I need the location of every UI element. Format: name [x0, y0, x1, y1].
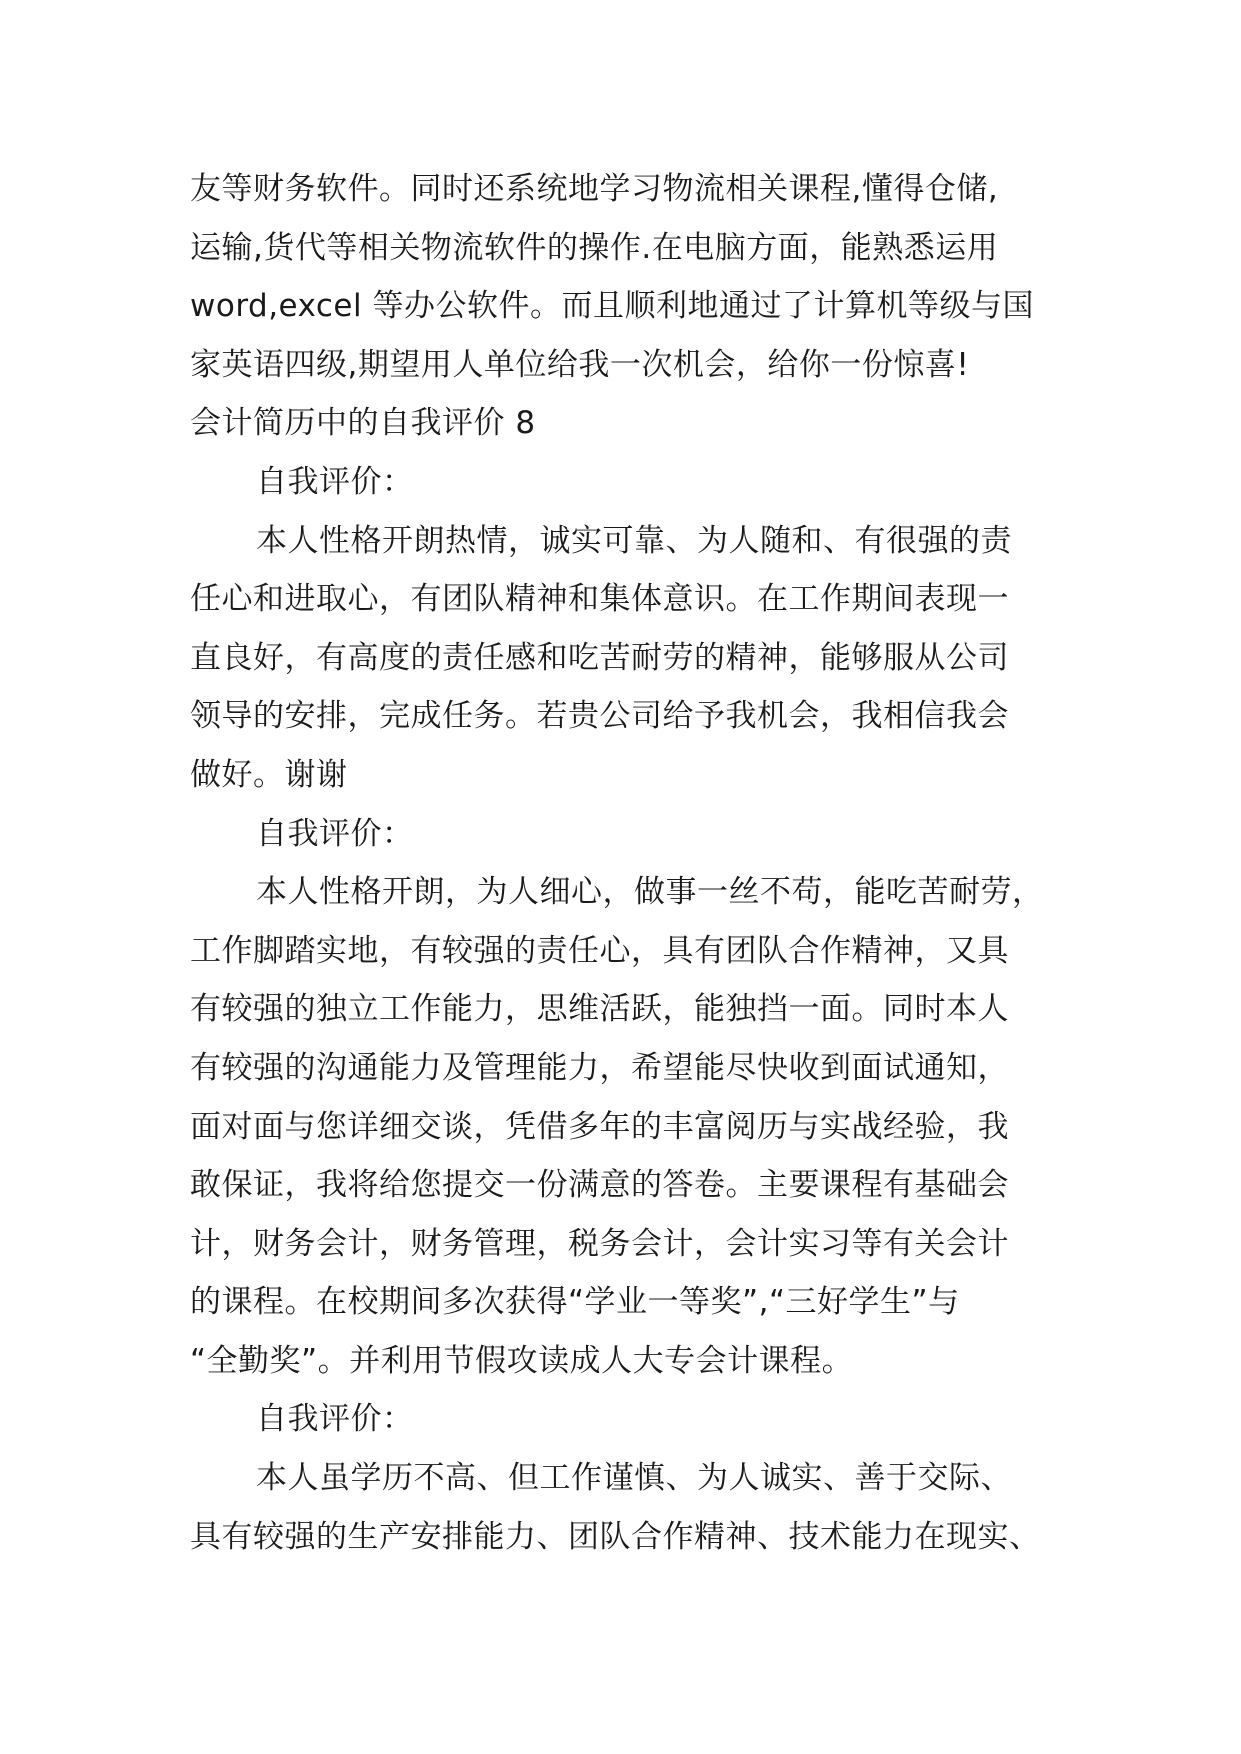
text-line: 做好。谢谢: [190, 756, 348, 793]
text-line: word,excel 等办公软件。而且顺利地通过了计算机等级与国: [190, 288, 1034, 325]
subheading-self-evaluation: 自我评价：: [256, 815, 414, 852]
text-line: “全勤奖”。并利用节假攻读成人大专会计课程。: [190, 1342, 854, 1379]
text-line: 有较强的沟通能力及管理能力，希望能尽快收到面试通知，: [190, 1049, 1009, 1086]
text-line: 友等财务软件。同时还系统地学习物流相关课程,懂得仓储,: [190, 171, 999, 207]
text-line: 的课程。在校期间多次获得“学业一等奖”,“三好学生”与: [190, 1284, 960, 1321]
text-line: 本人虽学历不高、但工作谨慎、为人诚实、善于交际、: [256, 1460, 1012, 1497]
subheading-self-evaluation: 自我评价：: [256, 463, 414, 500]
text-line: 工作脚踏实地，有较强的责任心，具有团队合作精神，又具: [190, 932, 1009, 969]
text-line: 直良好，有高度的责任感和吃苦耐劳的精神，能够服从公司: [190, 639, 1009, 676]
text-line: 计，财务会计，财务管理，税务会计，会计实习等有关会计: [190, 1225, 1009, 1262]
text-line: 本人性格开朗，为人细心，做事一丝不苟，能吃苦耐劳，: [256, 874, 1044, 911]
text-line: 面对面与您详细交谈，凭借多年的丰富阅历与实战经验，我: [190, 1108, 1009, 1145]
document-body: [190, 160, 1070, 1566]
section-heading: 会计简历中的自我评价 8: [190, 405, 536, 442]
text-line: 领导的安排，完成任务。若贵公司给予我机会，我相信我会: [190, 698, 1009, 735]
text-line: 家英语四级,期望用人单位给我一次机会，给你一份惊喜!: [190, 346, 970, 383]
text-line: 运输,货代等相关物流软件的操作.在电脑方面，能熟悉运用: [190, 229, 999, 266]
text-line: 本人性格开朗热情，诚实可靠、为人随和、有很强的责: [256, 522, 1012, 559]
text-line: 敢保证，我将给您提交一份满意的答卷。主要课程有基础会: [190, 1167, 1009, 1204]
text-line: 有较强的独立工作能力，思维活跃，能独挡一面。同时本人: [190, 991, 1009, 1028]
subheading-self-evaluation: 自我评价：: [256, 1401, 414, 1438]
text-line: 任心和进取心，有团队精神和集体意识。在工作期间表现一: [190, 581, 1009, 618]
text-line: 具有较强的生产安排能力、团队合作精神、技术能力在现实、: [190, 1518, 1041, 1555]
